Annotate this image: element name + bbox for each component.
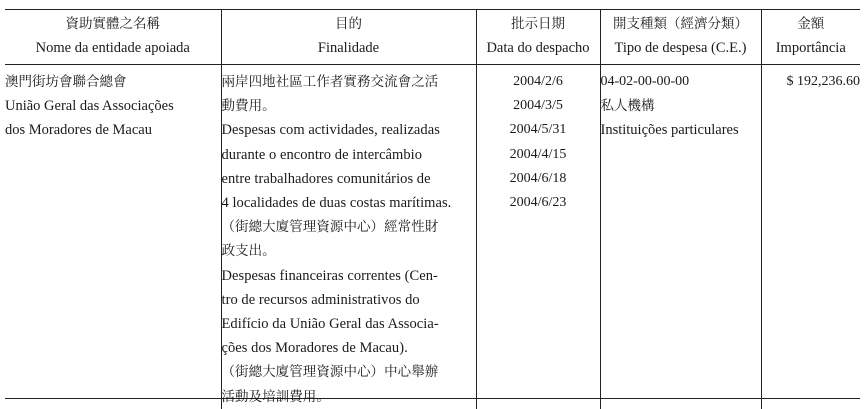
entity-name-pt-line-2: dos Moradores de Macau [5,122,152,139]
purpose-line: Edifício da União Geral das Associa- [221,316,439,333]
despatch-date: 2004/2/6 [513,74,563,89]
entity-name-pt-line-1: União Geral das Associações [5,98,174,115]
purpose-line: durante o encontro de intercâmbio [221,146,423,163]
header-entity-zh: 資助實體之名稱 [65,16,160,32]
header-purpose-zh: 目的 [335,16,362,32]
header-amount-zh: 金額 [797,16,825,32]
purpose-line: （街總大廈管理資源中心）經常性財 [221,219,439,236]
subsidy-table-sheet [5,9,860,405]
expense-type-code: 04-02-00-00-00 [600,74,690,89]
header-purpose [221,10,476,65]
purpose-line: （街總大廈管理資源中心）中心舉辦 [221,364,439,381]
despatch-date: 2004/5/31 [509,122,567,138]
purpose-line: tro de recursos administrativos do [221,291,420,308]
header-type-pt: Tipo de despesa (C.E.) [614,40,747,56]
despatch-date: 2004/6/23 [509,195,567,211]
header-amount [761,10,860,65]
header-date-zh: 批示日期 [511,16,565,32]
purpose-line: Despesas com actividades, realizadas [221,122,440,139]
purpose-line: ções dos Moradores de Macau). [221,340,408,357]
despatch-date: 2004/4/15 [509,146,567,162]
dates-cell [476,65,600,409]
header-type-zh: 開支種類（經濟分類） [613,16,748,32]
purpose-line: Despesas financeiras correntes (Cen- [221,267,438,284]
header-date-pt: Data do despacho [486,40,590,56]
header-purpose-pt: Finalidade [317,40,380,56]
subsidy-table [5,10,860,409]
despatch-date: 2004/3/5 [513,98,563,114]
purpose-cell [221,65,476,409]
header-date [476,10,600,65]
purpose-line: 政支出。 [221,243,276,260]
expense-type-cell [600,65,761,409]
header-entity-pt: Nome da entidade apoiada [35,40,190,56]
amount-cell [761,65,860,409]
header-row [5,10,860,65]
header-amount-pt: Importância [775,40,846,56]
table-row [5,65,860,409]
purpose-line: 活動及培訓費用。 [221,388,330,405]
purpose-line: 4 localidades de duas costas marítimas. [221,195,452,212]
header-entity [5,10,221,65]
purpose-line: entre trabalhadores comunitários de [221,170,431,187]
expense-type-pt: Instituições particulares [600,122,739,139]
purpose-line: 兩岸四地社區工作者實務交流會之活 [221,74,439,90]
expense-type-zh: 私人機構 [600,98,655,115]
despatch-date: 2004/6/18 [509,170,567,186]
entity-cell [5,65,221,409]
header-type [600,10,761,65]
purpose-line: 動費用。 [221,98,276,115]
amount-value: $ 192,236.60 [786,74,860,89]
entity-name-zh: 澳門街坊會聯合總會 [5,74,127,90]
